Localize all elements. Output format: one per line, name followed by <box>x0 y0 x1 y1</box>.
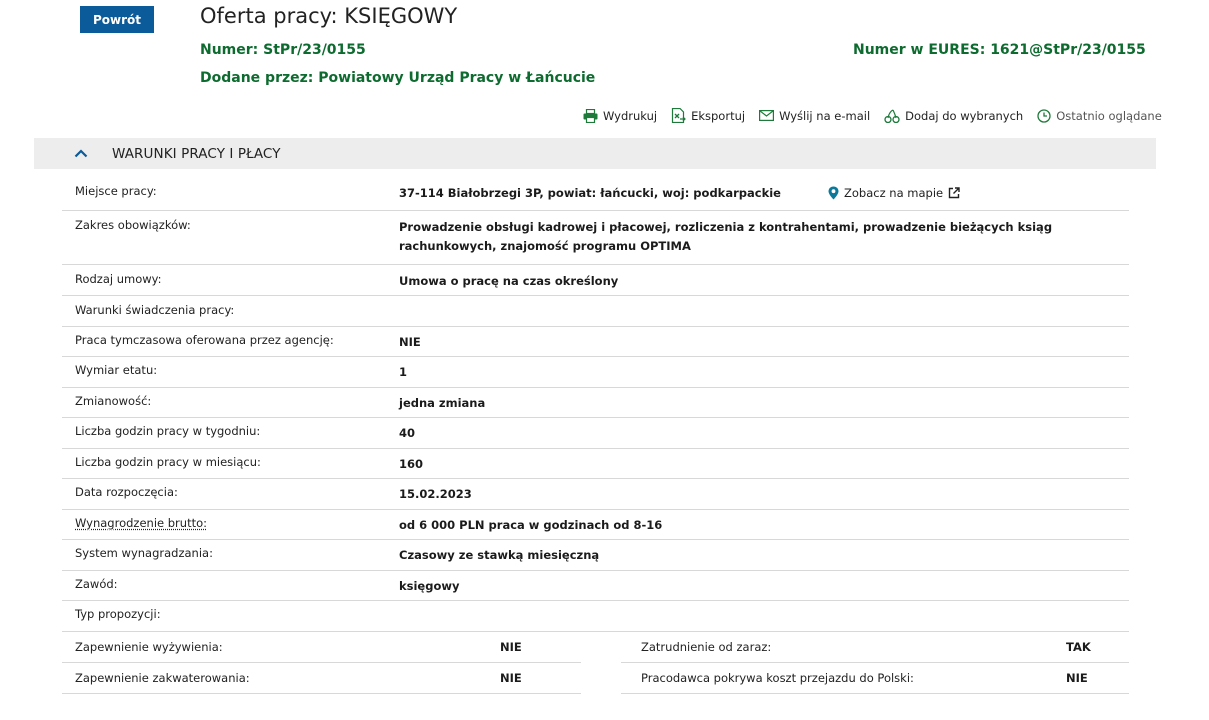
favorites-label: Dodaj do wybranych <box>905 108 1024 123</box>
table-row <box>62 571 1129 601</box>
added-by-value: Powiatowy Urząd Pracy w Łańcucie <box>318 70 596 86</box>
print-action[interactable] <box>583 108 657 123</box>
map-pin-icon <box>828 186 839 200</box>
section-title: WARUNKI PRACY I PŁACY <box>112 145 281 162</box>
table-row <box>62 510 1129 540</box>
row-value: Prowadzenie obsługi kadrowej i płacowej, rozliczenia z kontrahentami, prowadzenie bieżących ksiąg rachunkowych, znajomość programu OPTIMA <box>399 220 1053 253</box>
row-label: Zapewnienie zakwaterowania: <box>75 671 250 685</box>
details-split-rows <box>62 632 1129 694</box>
table-row <box>62 327 1129 357</box>
offer-number-label: Numer: <box>200 42 259 58</box>
split-cell <box>62 663 581 694</box>
envelope-icon <box>759 110 774 121</box>
split-row <box>62 632 1129 663</box>
row-value: NIE <box>500 671 522 685</box>
action-toolbar <box>583 108 1162 123</box>
added-by <box>200 70 595 86</box>
table-row <box>62 479 1129 510</box>
split-cell <box>621 632 1129 663</box>
table-row <box>62 357 1129 388</box>
eures-number-value: 1621@StPr/23/0155 <box>990 42 1146 58</box>
details-table <box>62 176 1129 632</box>
row-label: Praca tymczasowa oferowana przez agencję: <box>75 333 334 347</box>
favorites-action[interactable] <box>884 108 1023 123</box>
row-label: Zakres obowiązków: <box>75 218 191 232</box>
row-value: NIE <box>1066 671 1088 685</box>
row-value: 37-114 Białobrzegi 3P, powiat: łańcucki, woj: podkarpackie <box>399 186 781 200</box>
section-header-work-conditions[interactable] <box>34 138 1156 169</box>
row-value: 160 <box>399 457 424 471</box>
row-label-tooltip[interactable]: Wynagrodzenie brutto: <box>75 516 207 530</box>
split-cell <box>621 663 1129 694</box>
export-icon <box>671 108 686 123</box>
row-label: Pracodawca pokrywa koszt przejazdu do Polski: <box>641 671 914 685</box>
row-value: 40 <box>399 426 416 440</box>
row-label: System wynagradzania: <box>75 546 213 560</box>
email-action[interactable] <box>759 108 870 123</box>
eures-number-label: Numer w EURES: <box>853 42 986 58</box>
row-label: Zmianowość: <box>75 394 152 408</box>
recent-action[interactable] <box>1037 108 1162 123</box>
offer-number-value: StPr/23/0155 <box>263 42 366 58</box>
table-row <box>62 265 1129 296</box>
row-value: Umowa o pracę na czas określony <box>399 274 619 288</box>
row-value: księgowy <box>399 579 460 593</box>
table-row <box>62 211 1129 265</box>
added-by-label: Dodane przez: <box>200 70 314 86</box>
cherries-icon <box>884 109 900 123</box>
row-value: 1 <box>399 365 408 379</box>
row-value: Czasowy ze stawką miesięczną <box>399 548 600 562</box>
offer-number <box>200 42 366 58</box>
row-label: Wymiar etatu: <box>75 363 158 377</box>
split-row <box>62 663 1129 694</box>
row-value: 15.02.2023 <box>399 487 472 501</box>
printer-icon <box>583 109 598 123</box>
print-label: Wydrukuj <box>603 108 658 123</box>
row-value: od 6 000 PLN praca w godzinach od 8-16 <box>399 518 663 532</box>
eures-number <box>853 42 1146 58</box>
row-label: Rodzaj umowy: <box>75 272 162 286</box>
back-button[interactable]: Powrót <box>80 6 154 33</box>
table-row <box>62 388 1129 418</box>
table-row <box>62 296 1129 327</box>
split-cell <box>62 632 581 663</box>
row-label: Typ propozycji: <box>75 607 161 621</box>
table-row <box>62 449 1129 479</box>
recent-label: Ostatnio oglądane <box>1056 108 1162 123</box>
row-label: Miejsce pracy: <box>75 184 157 198</box>
table-row <box>62 418 1129 449</box>
row-label: Liczba godzin pracy w miesiącu: <box>75 455 261 469</box>
email-label: Wyślij na e-mail <box>779 108 871 123</box>
page-title: Oferta pracy: KSIĘGOWY <box>200 4 458 28</box>
table-row <box>62 540 1129 571</box>
export-label: Eksportuj <box>691 108 746 123</box>
table-row <box>62 601 1129 632</box>
row-label: Liczba godzin pracy w tygodniu: <box>75 424 261 438</box>
row-label: Zawód: <box>75 577 118 591</box>
table-row <box>62 176 1129 211</box>
row-label: Zapewnienie wyżywienia: <box>75 640 223 654</box>
clock-icon <box>1037 109 1051 123</box>
row-value: TAK <box>1066 640 1091 654</box>
row-value: NIE <box>500 640 522 654</box>
map-link[interactable] <box>828 186 960 200</box>
row-label: Zatrudnienie od zaraz: <box>641 640 772 654</box>
row-value: jedna zmiana <box>399 396 486 410</box>
row-label: Warunki świadczenia pracy: <box>75 303 235 317</box>
external-link-icon <box>948 187 960 199</box>
map-link-label: Zobacz na mapie <box>844 186 944 200</box>
export-action[interactable] <box>671 108 745 123</box>
row-value: NIE <box>399 335 421 349</box>
chevron-up-icon[interactable] <box>74 149 88 158</box>
row-label: Data rozpoczęcia: <box>75 485 178 499</box>
